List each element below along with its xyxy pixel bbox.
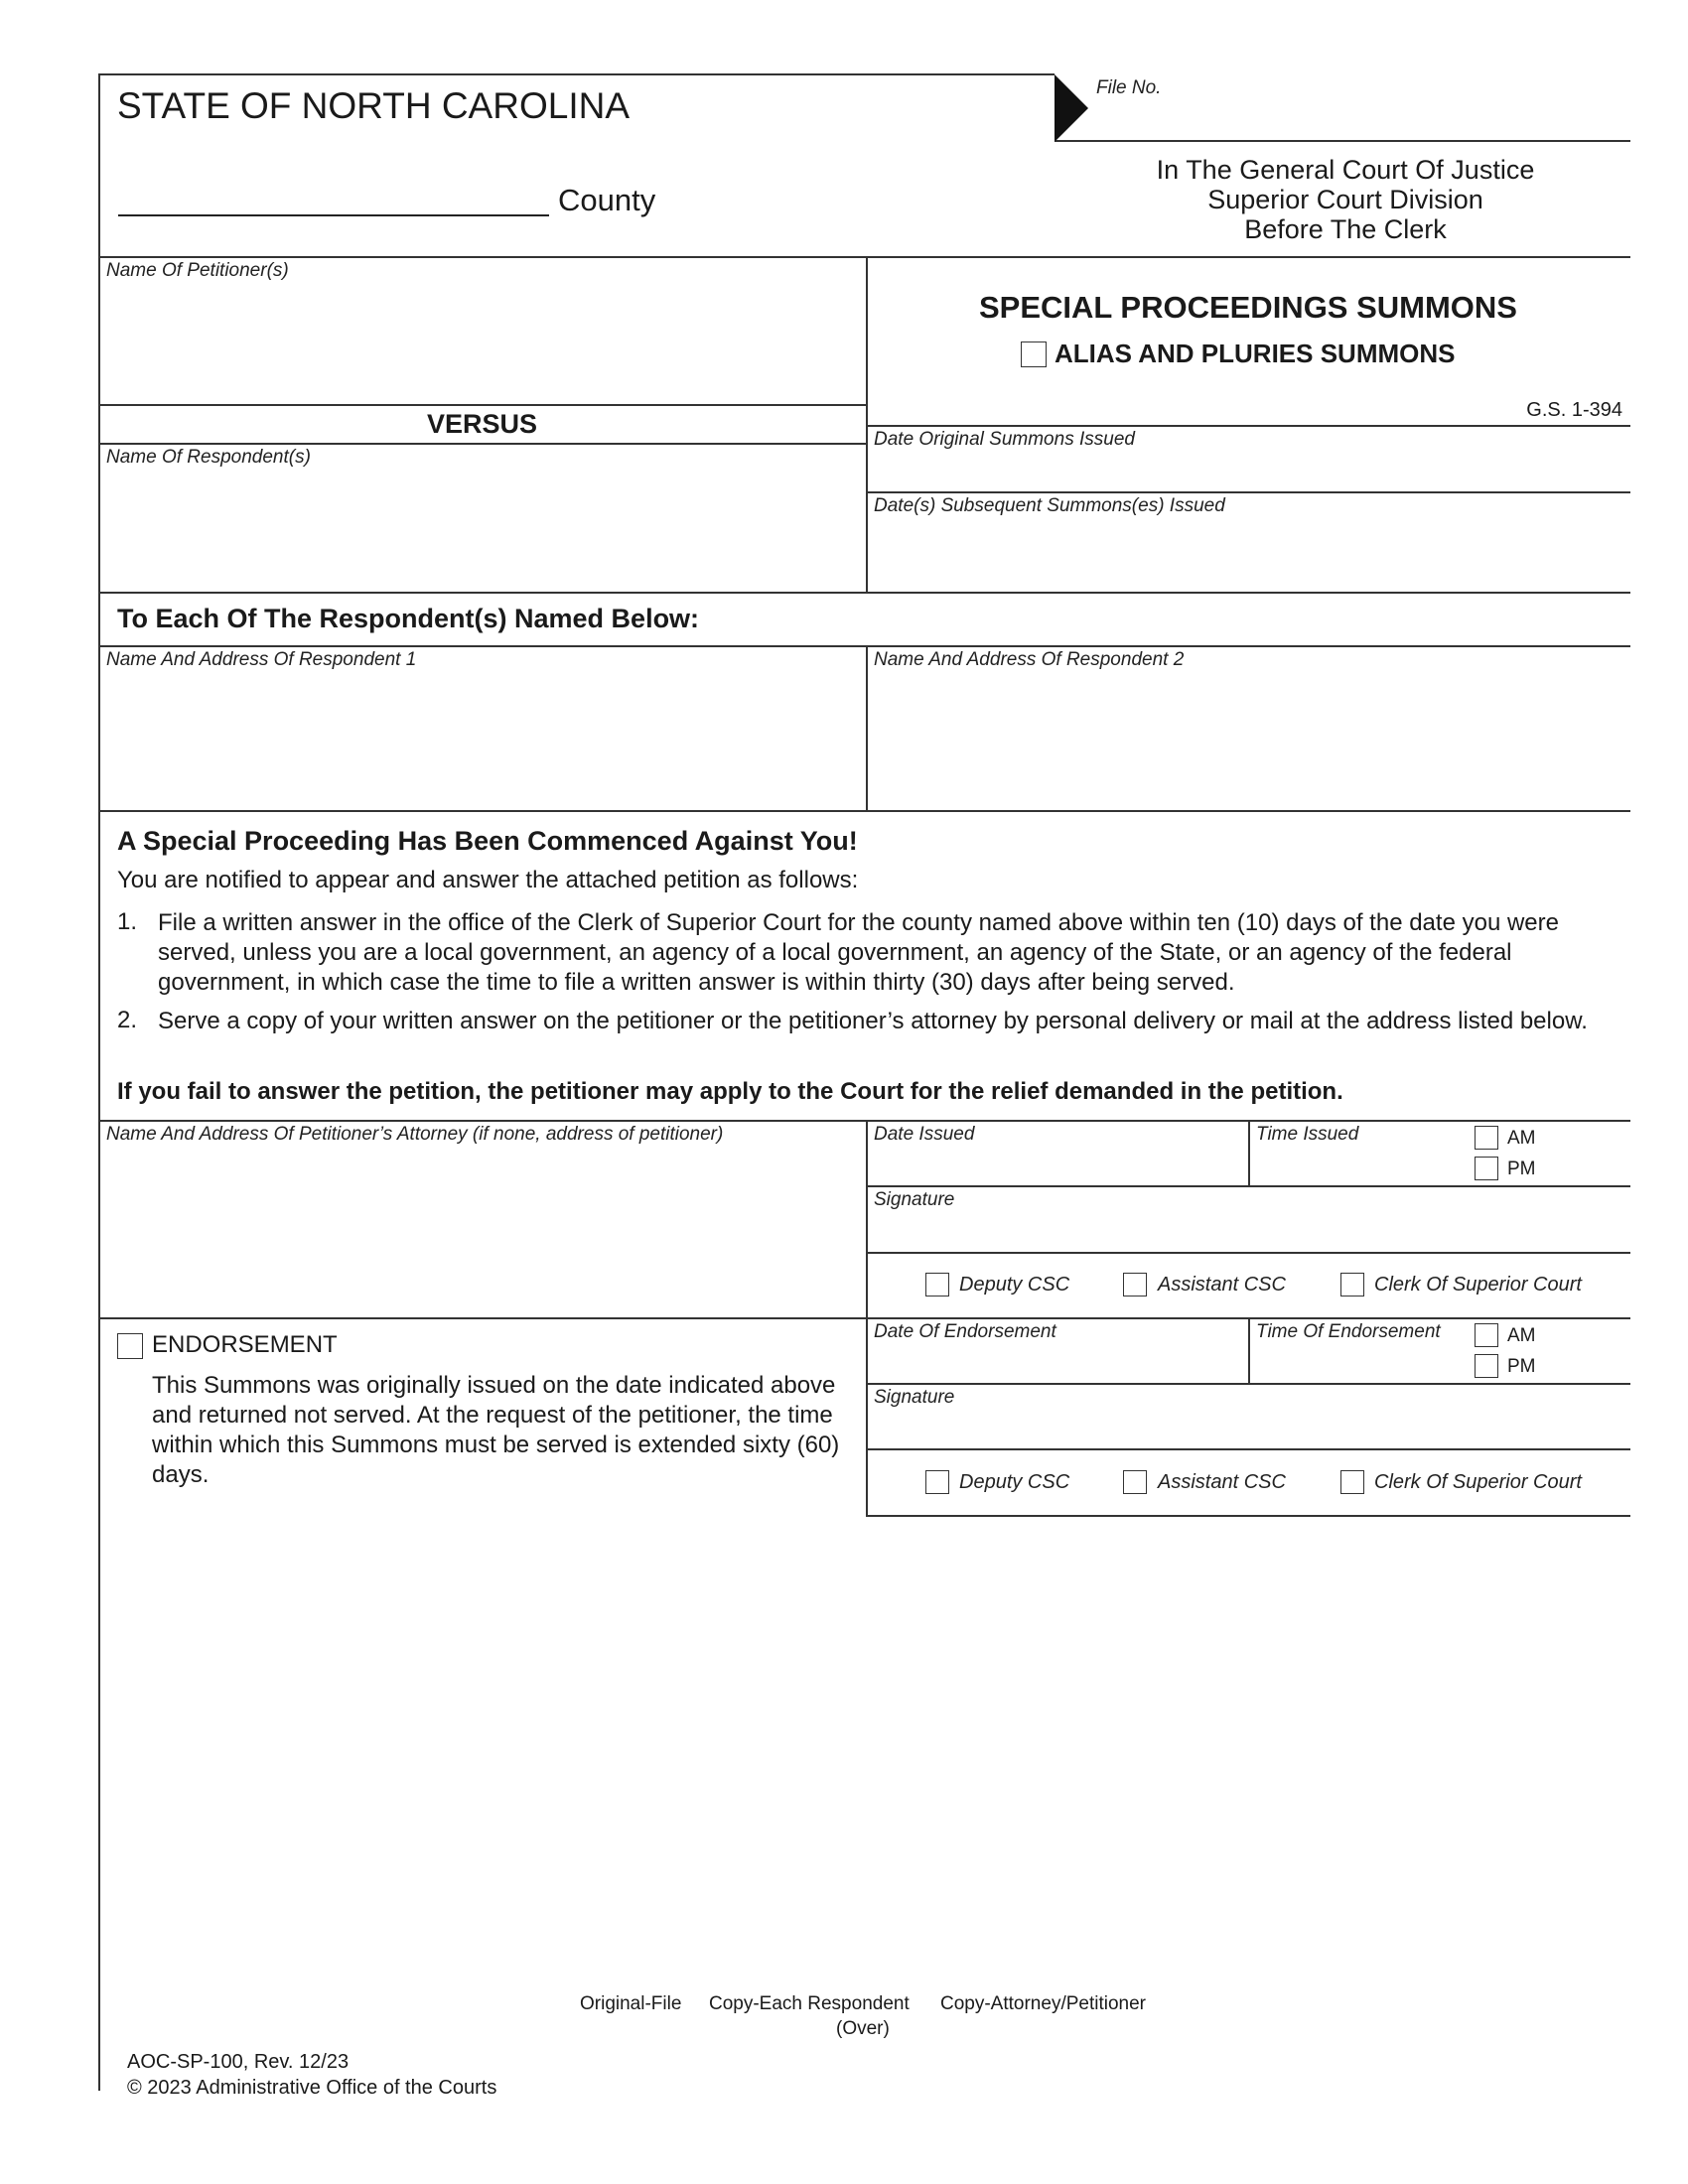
state-title: STATE OF NORTH CAROLINA — [117, 85, 630, 126]
notice-item-text: File a written answer in the office of the Clerk of Superior Court for the county named above within ten (10) days of the date you were served, unless you are a local government, an agency of a local government, an agency of the State, or an agency of the federal government, in which case the time to file a written answer is within thirty (30) days after being served. — [158, 909, 1559, 996]
respondents-bottom-line — [98, 810, 1630, 812]
endorsement-text: This Summons was originally issued on the date indicated above and returned not served. At the request of the petitioner, the time within which this Summons must be served is extended sixty (60) days. — [152, 1372, 840, 1488]
versus-label: VERSUS — [426, 409, 538, 439]
alias-label: ALIAS AND PLURIES SUMMONS — [1055, 339, 1456, 368]
endorsement-pm-checkbox[interactable] — [1475, 1354, 1498, 1378]
time-divider-issued — [1248, 1120, 1250, 1185]
signature-issued-input[interactable] — [874, 1213, 1618, 1249]
top-border — [98, 73, 1055, 75]
statute-line — [866, 425, 1630, 427]
court-line-1: In The General Court Of Justice — [1156, 155, 1535, 185]
endorsement-signature-input[interactable] — [874, 1411, 1618, 1446]
pm-checkbox[interactable] — [1475, 1157, 1498, 1180]
file-no-arrow-icon — [1055, 74, 1090, 142]
endorsement-pm-label: PM — [1507, 1356, 1536, 1377]
copy-original-file: Original-File — [580, 1993, 682, 2014]
endorsement-am-label: AM — [1507, 1325, 1536, 1346]
endorsement-deputy-csc-label: Deputy CSC — [959, 1471, 1070, 1493]
endorsement-date-label: Date Of Endorsement — [874, 1321, 1056, 1342]
over-label: (Over) — [836, 2018, 890, 2039]
respondent-input[interactable] — [106, 473, 856, 586]
form-title: SPECIAL PROCEEDINGS SUMMONS — [978, 290, 1517, 325]
respondent2-label: Name And Address Of Respondent 2 — [874, 649, 1185, 670]
clerk-label: Clerk Of Superior Court — [1374, 1274, 1582, 1296]
petitioner-input[interactable] — [106, 286, 856, 397]
file-no-line — [1055, 140, 1630, 142]
time-issued-label: Time Issued — [1256, 1124, 1359, 1145]
respondent2-input[interactable] — [874, 675, 1618, 804]
court-line-3: Before The Clerk — [1244, 214, 1447, 244]
notice-bottom-line — [98, 1120, 1630, 1122]
respondent1-label: Name And Address Of Respondent 1 — [106, 649, 417, 670]
attorney-input[interactable] — [106, 1150, 856, 1310]
original-date-line — [866, 491, 1630, 493]
subsequent-date-label: Date(s) Subsequent Summons(es) Issued — [874, 495, 1225, 516]
endorsement-date-input[interactable] — [874, 1345, 1241, 1379]
date-issued-line — [866, 1185, 1630, 1187]
assistant-csc-label: Assistant CSC — [1158, 1274, 1286, 1296]
date-issued-input[interactable] — [874, 1148, 1241, 1181]
deputy-csc-label: Deputy CSC — [959, 1274, 1070, 1296]
signature-endorsement-line — [866, 1448, 1630, 1450]
endorsement-assistant-csc-label: Assistant CSC — [1158, 1471, 1286, 1493]
date-endorsement-line — [866, 1383, 1630, 1385]
statute-label: G.S. 1-394 — [1526, 399, 1622, 421]
am-label: AM — [1507, 1128, 1536, 1149]
clerk-checkbox[interactable] — [1340, 1273, 1364, 1297]
file-no-input[interactable] — [1096, 101, 1622, 137]
form-id: AOC-SP-100, Rev. 12/23 — [127, 2051, 350, 2073]
left-border — [98, 73, 100, 2091]
subsequent-date-input[interactable] — [874, 520, 1618, 586]
parties-bottom-line — [98, 592, 1630, 594]
alias-checkbox[interactable] — [1021, 341, 1047, 367]
notice-intro: You are notified to appear and answer the attached petition as follows: — [117, 867, 859, 893]
assistant-csc-checkbox[interactable] — [1123, 1273, 1147, 1297]
copy-attorney-petitioner: Copy-Attorney/Petitioner — [940, 1993, 1146, 2014]
county-field[interactable] — [118, 185, 549, 216]
respondent1-input[interactable] — [106, 675, 856, 804]
notice-warning: If you fail to answer the petition, the petitioner may apply to the Court for the relief demanded in the petition. — [117, 1078, 1343, 1105]
copy-each-respondent: Copy-Each Respondent — [709, 1993, 910, 2014]
versus-bottom-line — [98, 443, 866, 445]
original-date-label: Date Original Summons Issued — [874, 429, 1135, 450]
endorsement-signature-label: Signature — [874, 1387, 955, 1408]
respondents-heading-line — [98, 645, 1630, 647]
petitioner-label: Name Of Petitioner(s) — [106, 260, 289, 281]
respondent-label: Name Of Respondent(s) — [106, 447, 311, 468]
court-line-2: Superior Court Division — [1207, 185, 1483, 214]
time-divider-endorsement — [1248, 1317, 1250, 1383]
signature-issued-line — [866, 1252, 1630, 1254]
signature-issued-label: Signature — [874, 1189, 955, 1210]
endorsement-am-checkbox[interactable] — [1475, 1323, 1498, 1347]
respondents-heading: To Each Of The Respondent(s) Named Below: — [117, 604, 700, 633]
county-label: County — [558, 183, 656, 217]
deputy-csc-checkbox[interactable] — [925, 1273, 949, 1297]
pm-label: PM — [1507, 1159, 1536, 1179]
endorsement-clerk-label: Clerk Of Superior Court — [1374, 1471, 1582, 1493]
endorsement-deputy-csc-checkbox[interactable] — [925, 1470, 949, 1494]
file-no-label: File No. — [1096, 77, 1162, 98]
copyright: © 2023 Administrative Office of the Courts — [127, 2077, 497, 2099]
notice-heading: A Special Proceeding Has Been Commenced Against You! — [117, 826, 858, 856]
endorsement-bottom-line — [866, 1515, 1630, 1517]
endorsement-time-label: Time Of Endorsement — [1256, 1321, 1441, 1342]
header-bottom-line — [98, 256, 1630, 258]
petitioner-bottom-line — [98, 404, 866, 406]
endorsement-label: ENDORSEMENT — [152, 1331, 338, 1358]
notice-item-number: 2. — [117, 1007, 138, 1033]
endorsement-clerk-checkbox[interactable] — [1340, 1470, 1364, 1494]
center-divider-respondents — [866, 645, 868, 810]
notice-item-number: 1. — [117, 908, 138, 935]
issuance-bottom-line — [98, 1317, 1630, 1319]
date-issued-label: Date Issued — [874, 1124, 975, 1145]
endorsement-assistant-csc-checkbox[interactable] — [1123, 1470, 1147, 1494]
am-checkbox[interactable] — [1475, 1126, 1498, 1150]
original-date-input[interactable] — [874, 453, 1618, 488]
endorsement-checkbox[interactable] — [117, 1333, 143, 1359]
attorney-label: Name And Address Of Petitioner’s Attorney (if none, address of petitioner) — [106, 1124, 724, 1145]
notice-item-text: Serve a copy of your written answer on the petitioner or the petitioner’s attorney by personal delivery or mail at the address listed below. — [158, 1008, 1588, 1034]
